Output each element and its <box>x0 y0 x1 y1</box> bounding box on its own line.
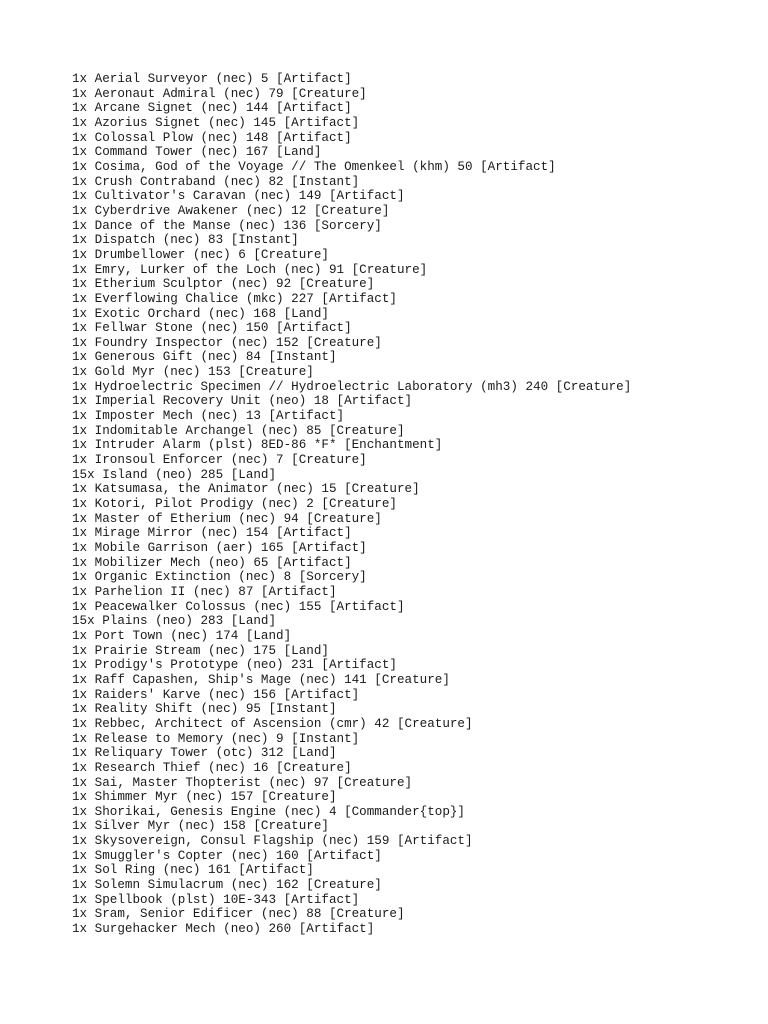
card-list-entry: 1x Sram, Senior Edificer (nec) 88 [Creature] <box>72 907 405 922</box>
card-list-entry: 1x Katsumasa, the Animator (nec) 15 [Creature] <box>72 482 420 497</box>
card-list-entry: 1x Research Thief (nec) 16 [Creature] <box>72 760 352 775</box>
card-list-entry: 1x Fellwar Stone (nec) 150 [Artifact] <box>72 321 352 336</box>
card-list-entry: 1x Master of Etherium (nec) 94 [Creature] <box>72 511 382 526</box>
card-list-entry: 1x Drumbellower (nec) 6 [Creature] <box>72 247 329 262</box>
card-list-entry: 1x Raiders' Karve (nec) 156 [Artifact] <box>72 687 360 702</box>
card-list-entry: 1x Cultivator's Caravan (nec) 149 [Artifact] <box>72 189 405 204</box>
card-list-entry: 1x Emry, Lurker of the Loch (nec) 91 [Creature] <box>72 262 428 277</box>
card-list-entry: 1x Raff Capashen, Ship's Mage (nec) 141 [Creature] <box>72 672 450 687</box>
card-list-entry: 1x Ironsoul Enforcer (nec) 7 [Creature] <box>72 453 367 468</box>
card-list-entry: 1x Mobile Garrison (aer) 165 [Artifact] <box>72 541 367 555</box>
card-list-entry: 1x Aerial Surveyor (nec) 5 [Artifact] <box>72 72 352 86</box>
card-list-entry: 1x Azorius Signet (nec) 145 [Artifact] <box>72 115 360 130</box>
card-list-entry: 1x Everflowing Chalice (mkc) 227 [Artifact] <box>72 291 397 306</box>
card-list-entry: 1x Gold Myr (nec) 153 [Creature] <box>72 365 314 380</box>
card-list-entry: 1x Indomitable Archangel (nec) 85 [Creature] <box>72 423 405 438</box>
card-list-entry: 1x Intruder Alarm (plst) 8ED-86 *F* [Enchantment] <box>72 438 443 453</box>
card-list-entry: 1x Etherium Sculptor (nec) 92 [Creature] <box>72 277 375 292</box>
card-list-entry: 1x Cosima, God of the Voyage // The Omenkeel (khm) 50 [Artifact] <box>72 159 556 174</box>
card-list-entry: 1x Spellbook (plst) 10E-343 [Artifact] <box>72 892 360 907</box>
card-list-entry: 1x Mirage Mirror (nec) 154 [Artifact] <box>72 526 352 541</box>
card-list-entry: 1x Kotori, Pilot Prodigy (nec) 2 [Creature] <box>72 497 397 512</box>
card-list-entry: 1x Release to Memory (nec) 9 [Instant] <box>72 731 360 746</box>
card-list-entry: 15x Island (neo) 285 [Land] <box>72 467 277 482</box>
card-list-entry: 1x Rebbec, Architect of Ascension (cmr) 42 [Creature] <box>72 716 473 731</box>
card-list-entry: 1x Surgehacker Mech (neo) 260 [Artifact] <box>72 922 375 937</box>
card-list-entry: 1x Dispatch (nec) 83 [Instant] <box>72 233 299 248</box>
card-list-entry: 1x Imposter Mech (nec) 13 [Artifact] <box>72 409 345 424</box>
card-list-entry: 1x Imperial Recovery Unit (neo) 18 [Artifact] <box>72 394 413 409</box>
card-list-entry: 15x Plains (neo) 283 [Land] <box>72 614 277 629</box>
card-list-entry: 1x Reliquary Tower (otc) 312 [Land] <box>72 746 337 761</box>
card-list-entry: 1x Sai, Master Thopterist (nec) 97 [Creature] <box>72 775 413 790</box>
card-list-entry: 1x Cyberdrive Awakener (nec) 12 [Creature] <box>72 203 390 218</box>
card-list-entry: 1x Organic Extinction (nec) 8 [Sorcery] <box>72 570 367 585</box>
card-list-entry: 1x Port Town (nec) 174 [Land] <box>72 628 292 643</box>
card-list-entry: 1x Sol Ring (nec) 161 [Artifact] <box>72 863 314 878</box>
card-list-entry: 1x Skysovereign, Consul Flagship (nec) 159 [Artifact] <box>72 834 473 849</box>
card-list-entry: 1x Aeronaut Admiral (nec) 79 [Creature] <box>72 86 367 101</box>
card-list-entry: 1x Parhelion II (nec) 87 [Artifact] <box>72 584 337 599</box>
card-list-entry: 1x Smuggler's Copter (nec) 160 [Artifact] <box>72 848 382 863</box>
card-list-entry: 1x Hydroelectric Specimen // Hydroelectric Laboratory (mh3) 240 [Creature] <box>72 379 632 394</box>
card-list-entry: 1x Reality Shift (nec) 95 [Instant] <box>72 702 337 717</box>
card-list-entry: 1x Exotic Orchard (nec) 168 [Land] <box>72 306 329 321</box>
card-list-entry: 1x Crush Contraband (nec) 82 [Instant] <box>72 174 360 189</box>
card-list-entry: 1x Silver Myr (nec) 158 [Creature] <box>72 819 329 834</box>
card-list-entry: 1x Colossal Plow (nec) 148 [Artifact] <box>72 130 352 145</box>
card-list-entry: 1x Command Tower (nec) 167 [Land] <box>72 145 322 160</box>
card-list-entry: 1x Peacewalker Colossus (nec) 155 [Artifact] <box>72 599 405 614</box>
card-list-entry: 1x Foundry Inspector (nec) 152 [Creature] <box>72 335 382 350</box>
card-list-entry: 1x Dance of the Manse (nec) 136 [Sorcery] <box>72 218 382 233</box>
card-list-entry: 1x Prairie Stream (nec) 175 [Land] <box>72 643 329 658</box>
card-list <box>72 72 631 937</box>
card-list-entry: 1x Shorikai, Genesis Engine (nec) 4 [Commander{top}] <box>72 804 465 819</box>
card-list-entry: 1x Generous Gift (nec) 84 [Instant] <box>72 350 337 365</box>
card-list-entry: 1x Solemn Simulacrum (nec) 162 [Creature] <box>72 878 382 893</box>
card-list-entry: 1x Arcane Signet (nec) 144 [Artifact] <box>72 101 352 116</box>
card-list-entry: 1x Shimmer Myr (nec) 157 [Creature] <box>72 790 337 805</box>
card-list-entry: 1x Mobilizer Mech (neo) 65 [Artifact] <box>72 555 352 570</box>
card-list-entry: 1x Prodigy's Prototype (neo) 231 [Artifact] <box>72 658 397 673</box>
